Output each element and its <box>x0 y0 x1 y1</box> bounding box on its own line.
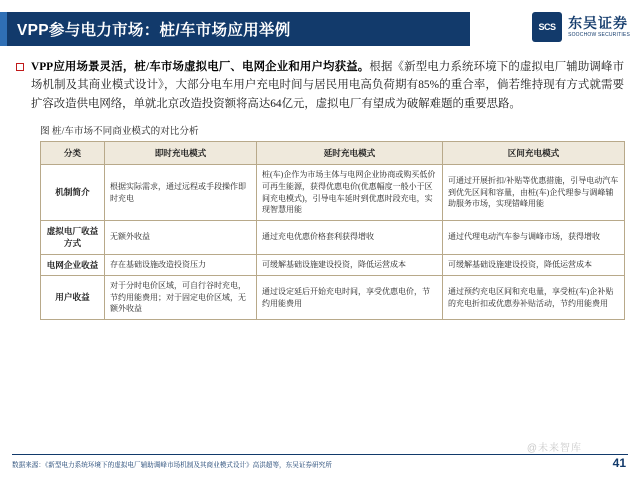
table-cell: 根据实际需求，通过远程或手段操作即时充电 <box>105 165 257 220</box>
table-header-cell: 延时充电模式 <box>257 142 443 165</box>
table-cell: 通过设定延后开始充电时间，享受优惠电价，节约用能费用 <box>257 276 443 320</box>
watermark: @未来智库 <box>526 443 582 454</box>
comparison-table <box>40 141 625 320</box>
footer-source: 数据来源：《新型电力系统环境下的虚拟电厂辅助调峰市场机制及其商业模式设计》高洪超等，东吴证券研究所 <box>12 462 332 469</box>
table-cell: 可通过开展折扣/补贴等优惠措施，引导电动汽车到优先区间和容量，由桩(车)企代理参与调峰辅助服务市场，实现错峰用能 <box>443 165 625 220</box>
slide-footer <box>0 454 640 480</box>
table-header-cell: 分类 <box>41 142 105 165</box>
table-caption: 图 桩/车市场不同商业模式的对比分析 <box>40 126 199 138</box>
table-header-cell: 区间充电模式 <box>443 142 625 165</box>
footer-divider <box>12 454 628 455</box>
table-row <box>41 220 625 254</box>
table-row-label: 用户收益 <box>41 276 105 320</box>
page-number: 41 <box>612 456 626 470</box>
table-cell: 存在基础设施改造投资压力 <box>105 254 257 275</box>
table-row <box>41 254 625 275</box>
paragraph-text <box>31 58 624 113</box>
table-cell: 可缓解基础设施建设投资，降低运营成本 <box>443 254 625 275</box>
table-cell: 对于分时电价区域，可自行谷时充电，节约用能费用；对于固定电价区域，无额外收益 <box>105 276 257 320</box>
logo-texts <box>568 16 630 38</box>
bullet-paragraph <box>16 58 624 113</box>
company-logo <box>532 12 630 42</box>
table-row-label: 虚拟电厂收益方式 <box>41 220 105 254</box>
table-header-row <box>41 142 625 165</box>
title-bar <box>0 12 470 46</box>
logo-company-cn: 东吴证券 <box>568 15 629 32</box>
page-title: VPP参与电力市场：桩/车市场应用举例 <box>17 22 291 39</box>
table-header-cell: 即时充电模式 <box>105 142 257 165</box>
table-cell: 通过代理电动汽车参与调峰市场，获得增收 <box>443 220 625 254</box>
logo-company-en: SOOCHOW SECURITIES <box>568 31 630 38</box>
paragraph-rest: 根据《新型电力系统环境下的虚拟电厂辅助调峰市场机制及其商业模式设计》，大部分电车用户充电时间与居民用电高负荷期有85%的重合率，倘若维持现有方式就需要扩容改造供电网络，单就北京改造投资额将高达64亿元，虚拟电厂有望成为破解难题的重要思路。 <box>31 61 624 110</box>
table-row-label: 电网企业收益 <box>41 254 105 275</box>
slide-content <box>0 56 640 320</box>
table-cell: 通过充电优惠价格套利获得增收 <box>257 220 443 254</box>
table-row-label: 机制简介 <box>41 165 105 220</box>
table-row <box>41 276 625 320</box>
table-cell: 无额外收益 <box>105 220 257 254</box>
logo-mark-icon: SCS <box>532 12 562 42</box>
table-cell: 通过预约充电区间和充电量，享受桩(车)企补贴的充电折扣或优惠券补贴活动，节约用能费用 <box>443 276 625 320</box>
table-cell: 可缓解基础设施建设投资，降低运营成本 <box>257 254 443 275</box>
bullet-square-icon <box>16 63 24 71</box>
paragraph-lead: VPP应用场景灵活，桩/车市场虚拟电厂、电网企业和用户均获益。 <box>31 61 370 73</box>
title-accent-bar <box>0 12 7 46</box>
table-row <box>41 165 625 220</box>
slide-header <box>0 0 640 56</box>
table-cell: 桩(车)企作为市场主体与电网企业协商或购买低价可再生能源，获得优惠电价(优惠幅度一般小于区间充电模式)，引导电车延时到优惠时段充电，实现智慧用能 <box>257 165 443 220</box>
